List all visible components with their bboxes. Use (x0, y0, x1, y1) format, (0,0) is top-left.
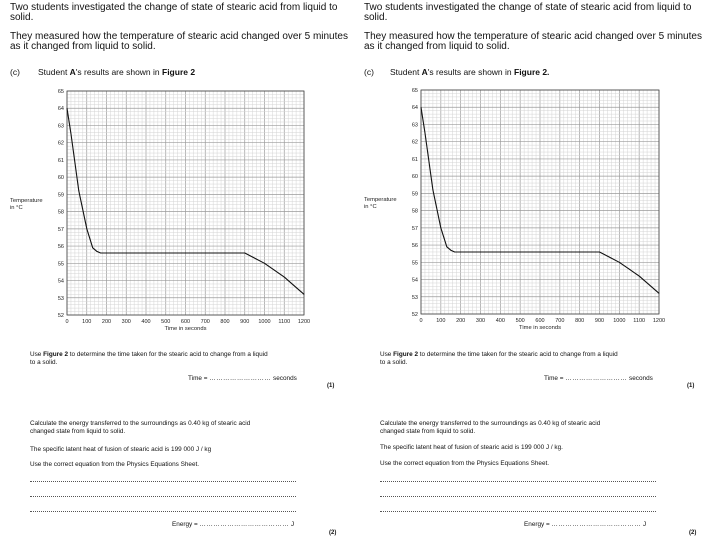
x-tick-label: 0 (65, 319, 69, 325)
grid (67, 91, 304, 315)
y-axis-unit: in °C (364, 204, 377, 210)
y-tick-label: 59 (57, 192, 64, 199)
y-tick-label: 62 (411, 139, 418, 146)
x-tick-label: 900 (594, 318, 605, 324)
x-tick-label: 500 (161, 319, 171, 325)
intro-line-1b: solid. (10, 12, 34, 23)
data-point (639, 276, 640, 277)
marks-2: (2) (329, 530, 337, 536)
x-tick-label: 100 (436, 318, 446, 324)
x-tick-label: 1000 (258, 319, 271, 325)
y-tick-label: 53 (411, 294, 418, 301)
x-tick-label: 700 (555, 318, 565, 324)
working-line-3[interactable] (380, 511, 656, 512)
x-axis-label: Time in seconds (164, 326, 207, 332)
working-line-2[interactable] (30, 496, 296, 497)
latent-heat-info: The specific latent heat of fusion of stearic acid is 199 000 J / kg. (380, 444, 563, 451)
data-point (86, 228, 87, 229)
energy-answer[interactable]: Energy = ………………………………… J (172, 521, 295, 528)
data-point (146, 253, 147, 254)
data-point (619, 262, 620, 263)
question-c-stem: Student A's results are shown in Figure 2. (390, 67, 550, 77)
data-point (659, 293, 660, 294)
data-point (450, 250, 451, 251)
y-tick-label: 61 (411, 156, 418, 163)
data-point (609, 257, 610, 258)
data-point (294, 285, 295, 286)
marks-1: (1) (327, 383, 335, 389)
y-tick-label: 52 (57, 313, 64, 319)
x-tick-label: 1100 (278, 319, 291, 325)
y-tick-label: 58 (411, 208, 418, 215)
y-tick-label: 64 (57, 106, 64, 113)
question-2-line-1: Calculate the energy transferred to the surroundings as 0.40 kg of stearic acid (30, 420, 251, 427)
question-2-line-2: changed state from liquid to solid. (380, 428, 476, 435)
y-tick-label: 58 (57, 209, 64, 216)
data-point (244, 253, 245, 254)
working-line-2[interactable] (380, 496, 656, 497)
x-tick-label: 800 (220, 319, 230, 325)
y-tick-label: 55 (57, 261, 64, 268)
x-tick-label: 0 (419, 318, 423, 324)
data-point (500, 252, 501, 253)
y-tick-label: 60 (57, 175, 64, 182)
y-tick-label: 52 (411, 312, 418, 318)
intro-line-1: Two students investigated the change of state of stearic acid from liquid to (364, 2, 692, 13)
y-tick-label: 65 (57, 89, 64, 95)
data-point (540, 252, 541, 253)
data-point (96, 251, 97, 252)
y-tick-label: 57 (57, 226, 64, 233)
question-1-line-2: to a solid. (380, 359, 408, 366)
y-tick-label: 60 (411, 174, 418, 181)
question-1-line-1: Use Figure 2 to determine the time taken for the stearic acid to change from a liquid (30, 351, 268, 358)
temperature-time-graph (360, 0, 720, 340)
y-axis-label: Temperature (364, 197, 397, 203)
question-1-line-1: Use Figure 2 to determine the time taken for the stearic acid to change from a liquid (380, 351, 618, 358)
data-point (579, 252, 580, 253)
data-point (433, 190, 434, 191)
intro-line-2b: as it changed from liquid to solid. (10, 41, 156, 52)
working-line-1[interactable] (380, 481, 656, 482)
data-point (284, 277, 285, 278)
data-point (460, 252, 461, 253)
y-axis-unit: in °C (10, 205, 23, 211)
data-point (649, 284, 650, 285)
x-axis-label: Time in seconds (519, 325, 561, 331)
data-point (629, 269, 630, 270)
data-point (67, 108, 68, 109)
data-point (425, 133, 426, 134)
data-point (274, 270, 275, 271)
intro-line-2: They measured how the temperature of stearic acid changed over 5 minutes (10, 31, 348, 42)
data-point (454, 252, 455, 253)
energy-answer[interactable]: Energy = ………………………………… J (524, 521, 647, 528)
x-tick-label: 1200 (652, 318, 666, 324)
y-tick-label: 63 (411, 122, 418, 129)
data-point (254, 258, 255, 259)
y-tick-label: 57 (411, 225, 418, 232)
intro-line-2: They measured how the temperature of stearic acid changed over 5 minutes (364, 31, 702, 42)
x-tick-label: 700 (200, 319, 210, 325)
x-tick-label: 300 (475, 318, 486, 324)
data-point (599, 252, 600, 253)
y-tick-label: 56 (411, 243, 418, 250)
x-tick-label: 900 (240, 319, 250, 325)
part-label: (c) (364, 67, 374, 77)
y-tick-label: 59 (411, 191, 418, 198)
y-tick-label: 56 (57, 244, 64, 251)
y-tick-label: 55 (411, 260, 418, 267)
x-tick-label: 800 (575, 318, 585, 324)
working-line-3[interactable] (30, 511, 296, 512)
y-tick-label: 65 (411, 88, 418, 94)
data-point (440, 227, 441, 228)
time-answer[interactable]: Time = ……………………… seconds (188, 375, 297, 382)
x-tick-label: 1000 (613, 318, 626, 324)
x-tick-label: 600 (535, 318, 545, 324)
data-point (264, 263, 265, 264)
grid (421, 90, 659, 314)
y-tick-label: 63 (57, 123, 64, 130)
x-tick-label: 600 (180, 319, 191, 325)
question-2-line-1: Calculate the energy transferred to the surroundings as 0.40 kg of stearic acid (380, 420, 601, 427)
x-tick-label: 1200 (297, 319, 311, 325)
y-axis-label: Temperature (10, 198, 43, 204)
equation-hint: Use the correct equation from the Physics Equations Sheet. (30, 461, 200, 468)
data-point (421, 107, 422, 108)
time-answer[interactable]: Time = ……………………… seconds (544, 375, 653, 382)
y-tick-label: 54 (57, 278, 64, 285)
x-tick-label: 400 (141, 319, 151, 325)
intro-line-1: Two students investigated the change of state of stearic acid from liquid to (10, 2, 338, 13)
part-label: (c) (10, 67, 20, 77)
data-point (225, 253, 226, 254)
data-point (185, 253, 186, 254)
data-point (446, 246, 447, 247)
x-tick-label: 100 (82, 319, 92, 325)
x-tick-label: 200 (101, 319, 112, 325)
data-point (71, 134, 72, 135)
y-tick-label: 62 (57, 140, 64, 147)
x-tick-label: 500 (515, 318, 525, 324)
question-2-line-2: changed state from liquid to solid. (30, 428, 126, 435)
working-line-1[interactable] (30, 481, 296, 482)
right-page (360, 0, 720, 540)
data-point (78, 191, 79, 192)
marks-2: (2) (689, 530, 697, 536)
equation-hint: Use the correct equation from the Physics Equations Sheet. (380, 460, 550, 467)
temperature-time-graph (0, 0, 360, 340)
x-tick-label: 400 (495, 318, 505, 324)
y-tick-label: 54 (411, 277, 418, 284)
y-tick-label: 53 (57, 295, 64, 302)
data-point (304, 294, 305, 295)
x-tick-label: 200 (456, 318, 466, 324)
marks-1: (1) (687, 383, 695, 389)
data-point (100, 253, 101, 254)
x-tick-label: 1100 (633, 318, 646, 324)
intro-line-2b: as it changed from liquid to solid. (364, 41, 510, 52)
question-c-stem: Student A's results are shown in Figure 2 (38, 67, 196, 77)
data-point (92, 247, 93, 248)
latent-heat-info: The specific latent heat of fusion of stearic acid is 199 000 J / kg (30, 446, 212, 453)
y-tick-label: 64 (411, 105, 418, 112)
intro-line-1b: solid. (364, 12, 388, 23)
x-tick-label: 300 (121, 319, 131, 325)
data-point (106, 253, 107, 254)
question-1-line-2: to a solid. (30, 359, 58, 366)
y-tick-label: 61 (57, 157, 64, 164)
